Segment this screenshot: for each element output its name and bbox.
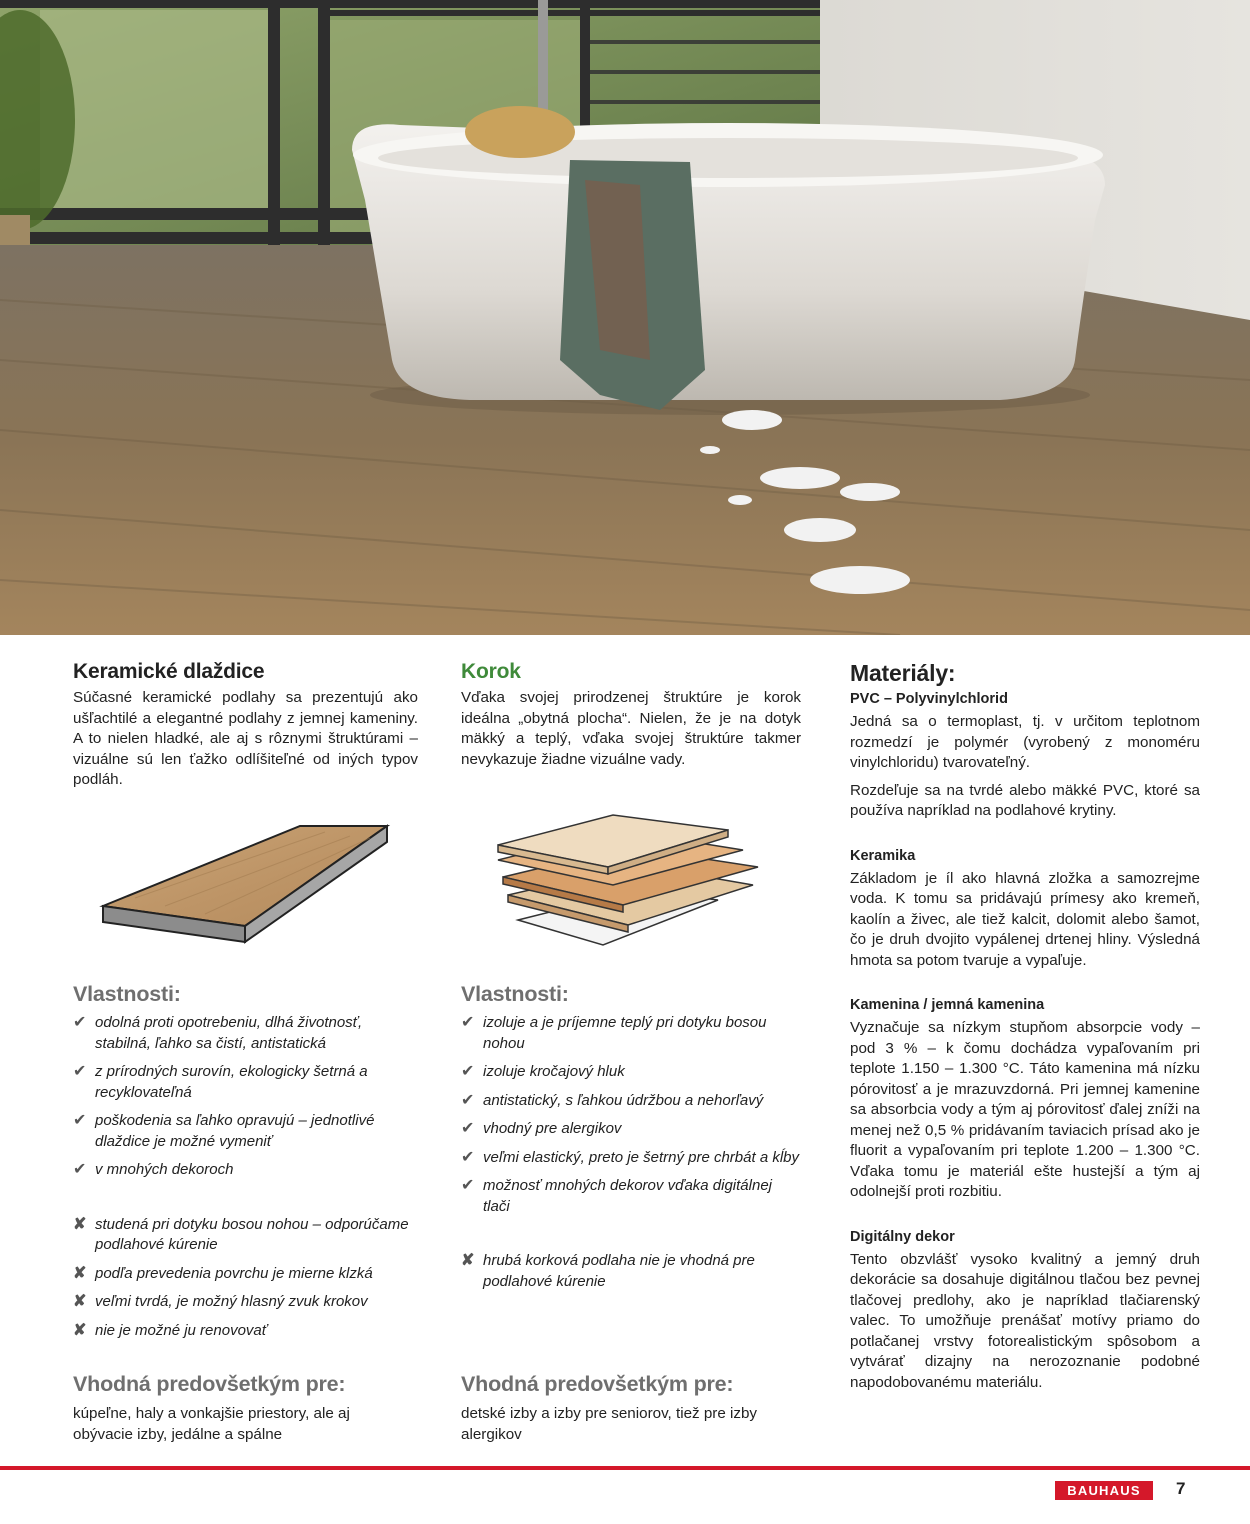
tile-plank-icon	[95, 818, 395, 948]
footer-divider	[0, 1466, 1250, 1470]
stoneware-text: Vyznačuje sa nízkym stupňom absorpcie vody – pod 3 % – k čomu dochádza vypaľovaním pri teplote 1.150 – 1.300 °C. Táto kamenina má nízku pórovitosť a je mrazuvzdorná. Pri jemnej kamenine sa absorbcia vody a tým aj pórovitosť ďalej zníži na menej než 0,5 % pridávaním taviacich prísad ako je fluorit a vypaľovaním pri teplote 1.200 – 1.300 °C. Vďaka tomu je materiál ešte hustejší a tým aj odolnejší proti rozbitiu.	[850, 1019, 1200, 1200]
list-item: ✔ veľmi elastický, preto je šetrný pre chrbát a kĺby	[461, 1148, 801, 1169]
cross-icon: ✘	[73, 1215, 87, 1233]
cross-icon: ✘	[461, 1252, 475, 1269]
cross-icon: ✘	[73, 1321, 87, 1339]
cork-properties	[461, 982, 801, 1300]
digital-decor-text: Tento obzvlášť vysoko kvalitný a jemný druh dekorácie sa dosahuje digitálnou tlačou bez pevnej tlačovej predlohy, ako je napríklad tlačiarenský valec. To umožňuje prenášať motívy priamo do potlačanej vrstvy fotorealistickým spôsobom a vytvárať dizajny na nerozoznanie podobné napodobovanému materiálu.	[850, 1250, 1200, 1391]
list-item: ✔ izoluje kročajový hluk	[461, 1062, 801, 1083]
ceramic-properties	[73, 982, 418, 1349]
cork-properties-title: Vlastnosti:	[461, 982, 569, 1006]
checkmark-icon: ✔	[73, 1014, 87, 1031]
ceramic-cons-list	[73, 1215, 418, 1342]
column-materials	[850, 660, 1200, 1393]
hero-illustration	[0, 0, 1250, 635]
hero-photo-bathroom	[0, 0, 1250, 635]
list-item: ✘ veľmi tvrdá, je možný hlasný zvuk krokov	[73, 1292, 418, 1313]
checkmark-icon: ✔	[461, 1063, 475, 1080]
cork-pros-list	[461, 1013, 801, 1217]
list-item: ✘ nie je možné ju renovovať	[73, 1321, 418, 1342]
ceramic-pros-list	[73, 1013, 418, 1181]
checkmark-icon: ✔	[461, 1177, 475, 1194]
checkmark-icon: ✔	[461, 1091, 475, 1109]
pvc-text-2: Rozdeľuje sa na tvrdé alebo mäkké PVC, ktoré sa používa napríklad na podlahové krytiny.	[850, 781, 1200, 819]
cork-suited-text: detské izby a izby pre seniorov, tiež pre izby alergikov	[461, 1405, 758, 1443]
digital-decor-title: Digitálny dekor	[850, 1228, 955, 1245]
cork-layers-illustration	[488, 805, 773, 960]
list-item: ✔ v mnohých dekoroch	[73, 1160, 418, 1181]
stoneware-title: Kamenina / jemná kamenina	[850, 997, 1045, 1013]
cross-icon: ✘	[73, 1293, 87, 1310]
ceramic-tile-illustration	[95, 818, 395, 953]
cork-intro: Vďaka svojej prirodzenej štruktúre je korok ideálna „obytná plocha“. Nielen, že je na dotyk mäkký a teplý, vďaka svojej štruktúre takmer nevykazuje žiadne vizuálne vady.	[461, 689, 801, 768]
section-title-cork: Korok	[461, 660, 521, 683]
checkmark-icon: ✔	[73, 1161, 87, 1178]
checkmark-icon: ✔	[461, 1120, 475, 1137]
list-item: ✔ z prírodných surovín, ekologicky šetrná a recyklovateľná	[73, 1063, 368, 1101]
checkmark-icon: ✔	[73, 1112, 87, 1129]
checkmark-icon: ✔	[461, 1148, 475, 1166]
cork-cons-list	[461, 1251, 801, 1292]
ceramic-suited-text: kúpeľne, haly a vonkajšie priestory, ale aj obývacie izby, jedálne a spálne	[73, 1405, 350, 1443]
bauhaus-logo: BAUHAUS	[1055, 1481, 1153, 1500]
list-item: ✔ poškodenia sa ľahko opravujú – jednotlivé dlaždice je možné vymeniť	[73, 1112, 375, 1150]
checkmark-icon: ✔	[73, 1063, 87, 1080]
cross-icon: ✘	[73, 1264, 87, 1282]
list-item: ✔ možnosť mnohých dekorov vďaka digitálnej tlači	[461, 1177, 772, 1215]
list-item: ✘ hrubá korková podlaha nie je vhodná pre podlahové kúrenie	[461, 1252, 755, 1290]
list-item: ✔ izoluje a je príjemne teplý pri dotyku bosou nohou	[461, 1014, 767, 1052]
section-title-ceramic: Keramické dlaždice	[73, 660, 265, 683]
checkmark-icon: ✔	[461, 1014, 475, 1031]
list-item: ✔ odolná proti opotrebeniu, dlhá životnosť, stabilná, ľahko sa čistí, antistatická	[73, 1014, 363, 1052]
list-item: ✔ antistatický, s ľahkou údržbou a nehorľavý	[461, 1091, 801, 1112]
ceramics-title: Keramika	[850, 847, 916, 864]
cork-suited-title: Vhodná predovšetkým pre:	[461, 1372, 734, 1396]
list-item: ✔ vhodný pre alergikov	[461, 1119, 801, 1140]
pvc-text-1: Jedná sa o termoplast, tj. v určitom teplotnom rozmedzí je polymér (vyrobený z monoméru vinylchloridu) tvarovateľný.	[850, 713, 1200, 771]
ceramic-intro: Súčasné keramické podlahy sa prezentujú ako ušľachtilé a elegantné podlahy z jemnej kameniny. A to nielen hladké, ale aj s rôznymi štruktúrami – vizuálne sú len ťažko odlíšiteľné od iných typov podláh.	[73, 689, 418, 788]
list-item: ✘ studená pri dotyku bosou nohou – odporúčame podlahové kúrenie	[73, 1215, 409, 1253]
ceramics-text: Základom je íl ako hlavná zložka a samozrejme voda. K tomu sa pridávajú prímesy ako kremeň, kaolín a živec, ale tiež kalcit, dolomit alebo šamot, čo je druh dvojito vypálenej drtenej hliny. Výsledná hmota sa potom tvaruje a vypaľuje.	[850, 869, 1200, 969]
pvc-title: PVC – Polyvinylchlorid	[850, 691, 1008, 707]
column-ceramic-tiles	[73, 660, 418, 791]
ceramic-suited-title: Vhodná predovšetkým pre:	[73, 1372, 346, 1396]
list-item: ✘ podľa prevedenia povrchu je mierne klzká	[73, 1264, 418, 1285]
section-title-materials: Materiály:	[850, 660, 956, 686]
ceramic-properties-title: Vlastnosti:	[73, 982, 181, 1006]
page-number: 7	[1176, 1479, 1186, 1498]
cork-layers-icon	[488, 805, 773, 955]
column-cork	[461, 660, 801, 770]
